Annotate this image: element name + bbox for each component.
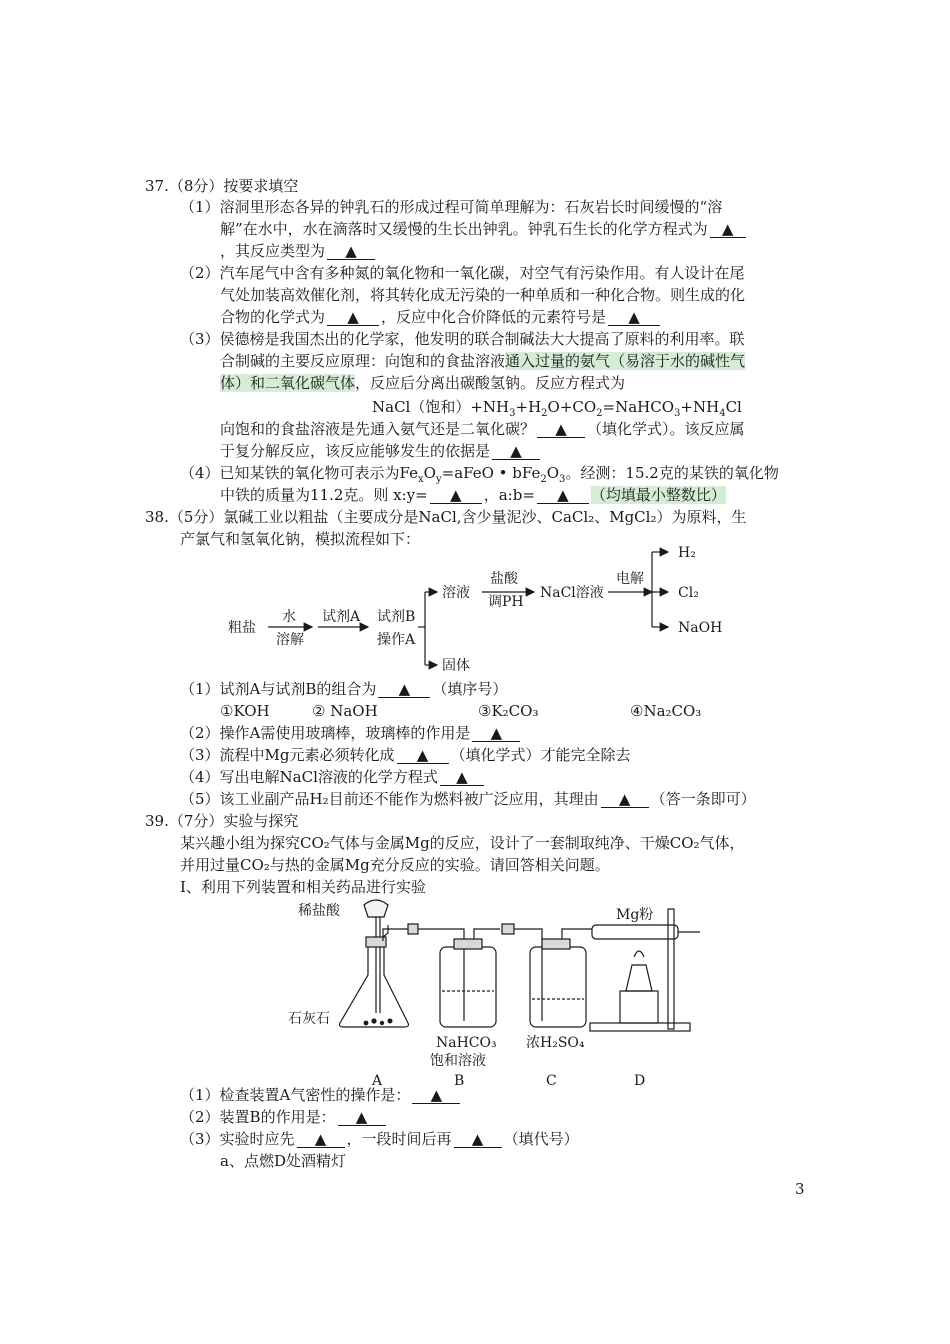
label-conc-h2so4: 浓H₂SO₄ [526, 1035, 585, 1051]
q38-p2-line [180, 723, 522, 743]
lamp-flame [634, 951, 644, 957]
iron-stand-rod [668, 909, 674, 1029]
q39-section-1: Ⅰ、利用下列装置和相关药品进行实验 [180, 878, 426, 896]
q37-heading: 37.（8分）按要求填空 [145, 177, 299, 195]
apparatus-diagram [280, 895, 720, 1090]
q37-p2-line2: 气处加装高效催化剂，将其转化成无污染的一种单质和一种化合物。则生成的化 [220, 286, 746, 304]
q38-option-3: ③K₂CO₃ [478, 702, 539, 720]
flow-reagent-a: 试剂A [322, 609, 361, 625]
answer-blank-39-3-then[interactable]: ▲ [454, 1131, 502, 1148]
q39-intro-line1: 某兴趣小组为探究CO₂气体与金属Mg的反应，设计了一套制取纯净、干燥CO₂气体， [180, 834, 745, 852]
flow-naoh: NaOH [678, 620, 723, 636]
q37-p1-text: 解”在水中，水在滴落时又缓慢的生长出钟乳。钟乳石生长的化学方程式为 [220, 220, 708, 238]
label-saturated-solution: 饱和溶液 [430, 1053, 486, 1069]
q37-p3-text: 合制碱的主要反应原理：向饱和的食盐溶液 [220, 352, 506, 370]
q37-p3-equation: NaCl（饱和）$+NH_3+H_2O+CO_2=NaHCO_3+NH_4Cl$ [372, 398, 742, 419]
q38-p5-text: （答一条即可） [650, 790, 756, 808]
page-number: 3 [795, 1180, 805, 1198]
q38-p1-text: （1）试剂A与试剂B的组合为 [180, 680, 377, 698]
q38-option-1: ①KOH [220, 702, 270, 720]
label-limestone: 石灰石 [288, 1011, 330, 1027]
label-b: B [454, 1073, 465, 1089]
q38-p1-line [180, 679, 507, 699]
q37-p3-highlight: 体）和二氧化碳气体 [220, 374, 356, 392]
q37-p2-text: 合物的化学式为 [220, 308, 326, 326]
answer-blank-38-1[interactable]: ▲ [378, 681, 430, 698]
q38-p1-text: （填序号） [432, 680, 508, 698]
label-a: A [372, 1073, 383, 1089]
q38-heading-line2: 产氯气和氢氧化钠，模拟流程如下： [180, 530, 421, 548]
q39-p2-line [180, 1107, 388, 1127]
combustion-tube [592, 925, 678, 939]
flow-crude-salt: 粗盐 [228, 620, 256, 636]
q37-p3-text: （填化学式）。该反应属 [587, 420, 745, 438]
q37-p2-line3 [220, 307, 662, 327]
answer-blank-39-1[interactable]: ▲ [412, 1087, 460, 1104]
flow-solid: 固体 [442, 658, 470, 674]
funnel-bulb [364, 900, 388, 917]
answer-blank-37-3-basis[interactable]: ▲ [492, 443, 540, 460]
answer-blank-38-5[interactable]: ▲ [601, 791, 649, 808]
q38-p4-line [180, 767, 486, 787]
q38-option-4: ④Na₂CO₃ [630, 702, 702, 720]
flow-electrolysis: 电解 [616, 571, 644, 587]
q38-p4-text: （4）写出电解NaCl溶液的化学方程式 [180, 768, 438, 786]
answer-blank-39-2[interactable]: ▲ [338, 1109, 386, 1126]
q37-p3-text: 向饱和的食盐溶液是先通入氨气还是二氧化碳？ [220, 420, 536, 438]
q38-p3-line [180, 745, 631, 765]
flow-h2: H₂ [678, 545, 696, 561]
q39-p3-option-a: a、点燃D处酒精灯 [220, 1152, 346, 1170]
wooden-block [620, 991, 658, 1023]
q37-p3-line6 [220, 441, 542, 461]
tube-c-in [514, 929, 542, 1021]
label-c: C [546, 1073, 557, 1089]
q37-p3-line3 [220, 373, 625, 393]
q37-p3-text: 于复分解反应，该反应能够发生的依据是 [220, 442, 491, 460]
q37-p4-line2 [220, 485, 726, 505]
flow-cl2: Cl₂ [678, 585, 699, 601]
answer-blank-38-4[interactable]: ▲ [440, 769, 484, 786]
q39-p3-text: （3）实验时应先 [180, 1130, 295, 1148]
q39-p2-text: （2）装置B的作用是： [180, 1108, 336, 1126]
answer-blank-37-4-xy[interactable]: ▲ [430, 487, 482, 504]
answer-blank-38-2[interactable]: ▲ [472, 725, 520, 742]
q37-p1-line3 [220, 241, 377, 261]
flow-solution: 溶液 [442, 585, 470, 601]
q39-p1-text: （1）检查装置A气密性的操作是： [180, 1086, 411, 1104]
answer-blank-37-4-ab[interactable]: ▲ [537, 487, 589, 504]
label-mg-powder: Mg粉 [616, 907, 654, 923]
q37-p3-line2 [220, 351, 745, 371]
q37-p1-line1: （1）溶洞里形态各异的钟乳石的形成过程可简单理解为：石灰岩长时间缓慢的“溶 [180, 198, 723, 216]
answer-blank-37-1-equation[interactable]: ▲ [710, 221, 746, 238]
q38-p5-line [180, 789, 756, 809]
answer-blank-37-1-type[interactable]: ▲ [327, 243, 375, 260]
flow-diagram [220, 540, 740, 678]
q39-p3-text: ，一段时间后再 [346, 1130, 452, 1148]
q39-p3-text: （填代号） [503, 1130, 579, 1148]
q37-p4-text: 中铁的质量为11.2克。则 x:y= [220, 486, 428, 504]
q38-p3-text: （3）流程中Mg元素必须转化成 [180, 746, 395, 764]
flow-operation-a: 操作A [377, 632, 416, 648]
label-dilute-hcl: 稀盐酸 [298, 903, 340, 919]
answer-blank-39-3-first[interactable]: ▲ [297, 1131, 345, 1148]
flow-adjust-ph: 调PH [488, 594, 524, 610]
q37-p4-text: ，a:b= [483, 486, 535, 504]
q38-option-2: ② NaOH [312, 702, 378, 720]
flow-reagent-b: 试剂B [377, 609, 416, 625]
bottle-b-stopper [454, 939, 482, 949]
q37-p2-text: ，反应中化合价降低的元素符号是 [381, 308, 607, 326]
bottle-c [530, 947, 586, 1027]
flow-water: 水 [282, 609, 296, 625]
q38-heading: 38.（5分）氯碱工业以粗盐（主要成分是NaCl,含少量泥沙、CaCl₂、MgCl₂）为原料，生 [145, 508, 747, 526]
q38-p3-text: （填化学式）才能完全除去 [450, 746, 631, 764]
conical-flask [340, 945, 409, 1027]
answer-blank-37-3-first[interactable]: ▲ [537, 421, 585, 438]
q37-p4-highlight: （均填最小整数比） [590, 486, 726, 504]
q37-p4-line1: （4）已知某铁的氧化物可表示为$Fe_xO_y=aFeO$ • $bFe_2O_3$。经测：15.2克的某铁的氧化物 [180, 464, 779, 485]
q37-p3-line1: （3）侯德榜是我国杰出的化学家，他发明的联合制碱法大大提高了原料的利用率。联 [180, 330, 745, 348]
q37-p3-text: ，反应后分离出碳酸氢钠。反应方程式为 [355, 374, 626, 392]
clamp-a [408, 924, 418, 934]
q37-p1-line2 [220, 219, 748, 239]
bottle-c-stopper [542, 939, 570, 949]
label-nahco3: NaHCO₃ [436, 1035, 497, 1051]
answer-blank-37-2-element[interactable]: ▲ [608, 309, 660, 326]
iron-stand-base [590, 1023, 690, 1031]
bottle-b [440, 947, 496, 1027]
flow-dissolve: 溶解 [276, 632, 304, 648]
q39-p3-line [180, 1129, 579, 1149]
q38-p5-text: （5）该工业副产品H₂目前还不能作为燃料被广泛应用，其理由 [180, 790, 599, 808]
q38-p2-text: （2）操作A需使用玻璃棒，玻璃棒的作用是 [180, 724, 471, 742]
flow-hcl: 盐酸 [490, 571, 518, 587]
label-d: D [634, 1073, 646, 1089]
q37-p1-text: ，其反应类型为 [220, 242, 326, 260]
answer-blank-37-2-formula[interactable]: ▲ [327, 309, 379, 326]
alcohol-lamp [626, 965, 652, 991]
connector-bc [502, 924, 514, 934]
q39-intro-line2: 并用过量CO₂与热的金属Mg充分反应的实验。请回答相关问题。 [180, 856, 610, 874]
q37-p3-highlight: 通入过量的氨气（易溶于水的碱性气 [505, 352, 746, 370]
q37-p2-line1: （2）汽车尾气中含有多种氮的氧化物和一氧化碳，对空气有污染作用。有人设计在尾 [180, 264, 745, 282]
flow-nacl-solution: NaCl溶液 [540, 585, 604, 601]
q39-p1-line [180, 1085, 462, 1105]
q39-heading: 39.（7分）实验与探究 [145, 812, 299, 830]
answer-blank-38-3[interactable]: ▲ [397, 747, 449, 764]
q37-p3-line5 [220, 419, 745, 439]
